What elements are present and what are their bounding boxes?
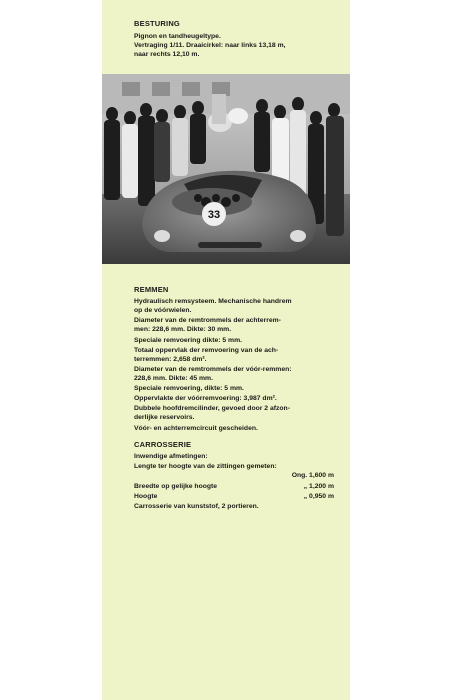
carrosserie-line-5	[134, 492, 334, 501]
carrosserie-width-value: „ 1,200 m	[303, 483, 334, 490]
remmen-line-9: 228,6 mm. Dikte: 45 mm.	[134, 375, 213, 382]
race-car-photo-art	[102, 74, 350, 264]
carrosserie-line-2: Lengte ter hoogte van de zittingen gemeten:	[134, 463, 277, 470]
remmen-title: REMMEN	[134, 285, 169, 294]
besturing-line-3: naar rechts 12,10 m.	[134, 51, 200, 58]
carrosserie-title: CARROSSERIE	[134, 440, 192, 449]
remmen-line-10: Speciale remvoering, dikte: 5 mm.	[134, 385, 244, 392]
carrosserie-line-6: Carrosserie van kunststof, 2 portieren.	[134, 503, 259, 510]
remmen-line-12: Dubbele hoofdremcilinder, gevoed door 2 afzon-	[134, 405, 290, 412]
remmen-line-1: Hydraulisch remsysteem. Mechanische handrem	[134, 298, 292, 305]
remmen-line-5: Speciale remvoering dikte: 5 mm.	[134, 337, 243, 344]
remmen-line-3: Diameter van de remtrommels der achterrem-	[134, 317, 281, 324]
remmen-line-11: Oppervlakte der vóórremvoering: 3,987 dm².	[134, 395, 277, 402]
carrosserie-width-label: Breedte op gelijke hoogte	[134, 483, 218, 490]
remmen-line-7: terremmen: 2,658 dm².	[134, 356, 207, 363]
carrosserie-line-1: Inwendige afmetingen:	[134, 453, 208, 460]
remmen-line-4: men: 228,6 mm. Dikte: 30 mm.	[134, 326, 232, 333]
remmen-line-13: derlijke reservoirs.	[134, 414, 195, 421]
carrosserie-line-3-value: Ong. 1,600 m	[291, 472, 334, 479]
besturing-title: BESTURING	[134, 19, 180, 28]
remmen-line-2: op de vóórwielen.	[134, 307, 192, 314]
car-number: 33	[207, 209, 221, 221]
carrosserie-height-value: „ 0,950 m	[303, 493, 334, 500]
remmen-line-8: Diameter van de remtrommels der vóór-remmen:	[134, 366, 292, 373]
remmen-line-6: Totaal oppervlak der remvoering van de ach-	[134, 347, 279, 354]
besturing-line-2: Vertraging 1/11. Draaicirkel: naar links 13,18 m,	[134, 42, 286, 49]
besturing-line-1: Pignon en tandheugeltype.	[134, 33, 221, 40]
carrosserie-height-label: Hoogte	[134, 493, 158, 500]
remmen-line-14: Vóór- en achterremcircuit gescheiden.	[134, 425, 258, 432]
race-car-photo	[102, 74, 350, 264]
carrosserie-line-4	[134, 482, 334, 491]
